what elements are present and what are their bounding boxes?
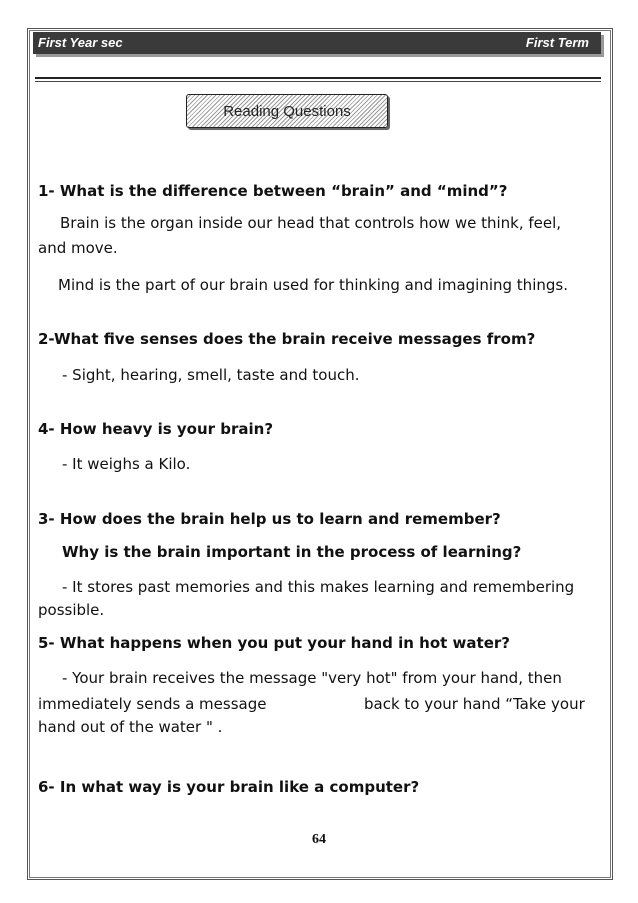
header-bar	[33, 32, 601, 54]
answer-5-line-2b: back to your hand “Take your	[364, 695, 585, 713]
answer-3-line-1: - It stores past memories and this makes learning and remembering	[62, 578, 575, 596]
question-2: 2-What five senses does the brain receive messages from?	[38, 330, 536, 348]
answer-1-line-1: Brain is the organ inside our head that controls how we think, feel,	[60, 214, 562, 232]
question-4: 4- How heavy is your brain?	[38, 420, 274, 438]
answer-5-line-3: hand out of the water " .	[38, 718, 223, 736]
page-border-inner	[29, 30, 611, 878]
section-title-box	[186, 94, 388, 128]
answer-4: - It weighs a Kilo.	[62, 455, 191, 473]
answer-5-line-2a: immediately sends a message	[38, 695, 267, 713]
header-term: First Term	[525, 35, 589, 50]
question-3-sub: Why is the brain important in the process of learning?	[62, 543, 522, 561]
header-rule	[35, 77, 601, 79]
answer-5-line-1: - Your brain receives the message "very hot" from your hand, then	[62, 669, 562, 687]
answer-1-line-3: Mind is the part of our brain used for thinking and imagining things.	[58, 276, 568, 294]
question-3: 3- How does the brain help us to learn and remember?	[38, 510, 501, 528]
answer-2: - Sight, hearing, smell, taste and touch.	[62, 366, 360, 384]
answer-1-line-2: and move.	[38, 239, 118, 257]
header-year: First Year sec	[38, 35, 123, 50]
question-6: 6- In what way is your brain like a computer?	[38, 778, 420, 796]
question-5: 5- What happens when you put your hand in hot water?	[38, 634, 510, 652]
section-title: Reading Questions	[223, 103, 351, 120]
page-number: 64	[312, 832, 326, 847]
header-rule-thin	[35, 81, 601, 82]
answer-3-line-2: possible.	[38, 601, 105, 619]
question-1: 1- What is the difference between “brain” and “mind”?	[38, 182, 508, 200]
